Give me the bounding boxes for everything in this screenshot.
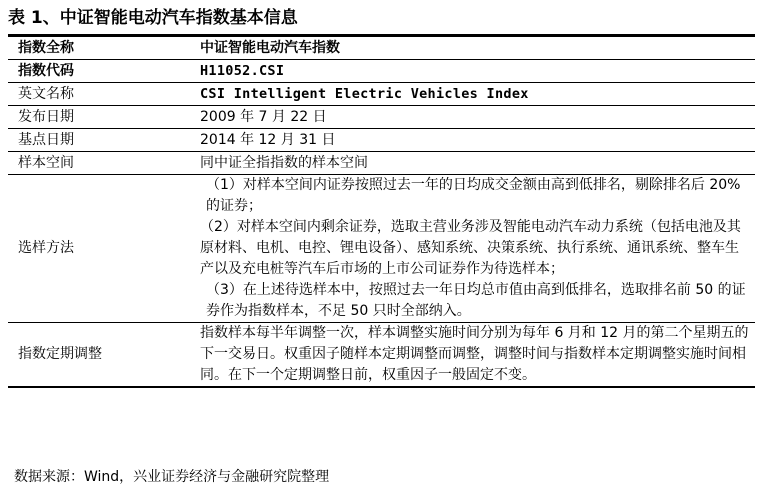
row-label-periodic-adjustment: 指数定期调整 xyxy=(8,323,192,388)
selection-paragraph-3: （3）在上述待选样本中，按照过去一年日均总市值由高到低排名，选取排名前 50 的证券作为指数样本，不足 50 只时全部纳入。 xyxy=(206,282,746,319)
row-label-publish-date: 发布日期 xyxy=(8,106,192,129)
table-row xyxy=(8,106,755,129)
row-label-selection-method: 选样方法 xyxy=(8,175,192,323)
row-value-publish-date: 2009 年 7 月 22 日 xyxy=(192,106,755,129)
table-row xyxy=(8,323,755,388)
table-row xyxy=(8,83,755,106)
row-label-full-name: 指数全称 xyxy=(8,37,192,60)
table-row xyxy=(8,175,755,323)
row-label-base-date: 基点日期 xyxy=(8,129,192,152)
selection-paragraph-1: （1）对样本空间内证券按照过去一年的日均成交金额由高到低排名，剔除排名后 20%的证券； xyxy=(206,177,741,214)
row-label-english-name: 英文名称 xyxy=(8,83,192,106)
row-value-sample-space: 同中证全指指数的样本空间 xyxy=(192,152,755,175)
adjustment-text: 指数样本每半年调整一次，样本调整实施时间分别为每年 6 月和 12 月的第二个星期五的下一交易日。权重因子随样本定期调整而调整，调整时间与指数样本定期调整实施时间相同。在下一个定期调整日前，权重因子一般固定不变。 xyxy=(200,325,749,383)
index-info-table xyxy=(8,37,755,388)
row-value-code: H11052.CSI xyxy=(192,60,755,83)
table-row xyxy=(8,152,755,175)
row-value-base-date: 2014 年 12 月 31 日 xyxy=(192,129,755,152)
table-title: 表 1、中证智能电动汽车指数基本信息 xyxy=(8,8,298,28)
data-source-note: 数据来源：Wind，兴业证券经济与金融研究院整理 xyxy=(14,469,330,485)
row-label-code: 指数代码 xyxy=(8,60,192,83)
table-row xyxy=(8,60,755,83)
table-row xyxy=(8,129,755,152)
row-label-sample-space: 样本空间 xyxy=(8,152,192,175)
row-value-selection-method xyxy=(192,175,755,323)
row-value-periodic-adjustment xyxy=(192,323,755,388)
selection-paragraph-2: （2）对样本空间内剩余证券，选取主营业务涉及智能电动汽车动力系统（包括电池及其原材料、电机、电控、锂电设备）、感知系统、决策系统、执行系统、通讯系统、整车生产以及充电桩等汽车后市场的上市公司证券作为待选样本； xyxy=(200,219,741,277)
table-row xyxy=(8,37,755,60)
row-value-english-name: CSI Intelligent Electric Vehicles Index xyxy=(192,83,755,106)
row-value-full-name: 中证智能电动汽车指数 xyxy=(192,37,755,60)
